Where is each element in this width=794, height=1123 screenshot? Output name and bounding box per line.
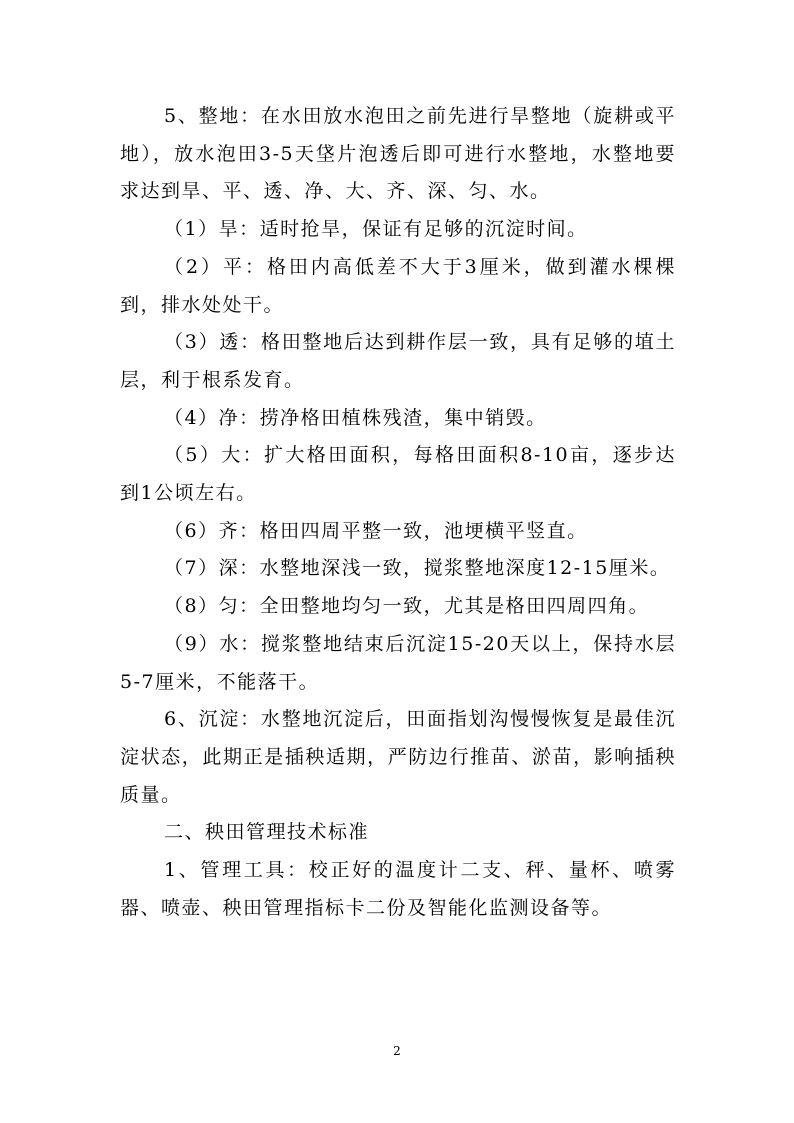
paragraph-item-3-thorough: （3）透：格田整地后达到耕作层一致，具有足够的埴土层，利于根系发育。 [120, 331, 676, 391]
page-number: 2 [393, 1044, 401, 1058]
paragraph-item-7-depth: （7）深：水整地深浅一致，搅浆整地深度12-15厘米。 [164, 557, 671, 580]
paragraph-item-9-water: （9）水：搅浆整地结束后沉淀15-20天以上，保持水层5-7厘米，不能落干。 [120, 632, 676, 693]
paragraph-settling: 6、沉淀：水整地沉淀后，田面指划沟慢慢恢复是最佳沉淀状态，此期正是插秧适期，严防边行推苗、淤苗，影响插秧质量。 [120, 708, 676, 806]
paragraph-item-6-even: （6）齐：格田四周平整一致，池埂横平竖直。 [164, 519, 588, 542]
paragraph-item-5-large: （5）大：扩大格田面积，每格田面积8-10亩，逐步达到1公顷左右。 [120, 444, 676, 505]
paragraph-item-1-dry: （1）旱：适时抢旱，保证有足够的沉淀时间。 [164, 218, 588, 241]
paragraph-management-tools: 1、管理工具：校正好的温度计二支、秤、量杯、喷雾器、喷壶、秧田管理指标卡二份及智能化监测设备等。 [120, 859, 676, 919]
paragraph-item-8-uniform: （8）匀：全田整地均匀一致，尤其是格田四周四角。 [164, 595, 650, 618]
document-body [120, 98, 676, 927]
paragraph-item-2-level: （2）平：格田内高低差不大于3厘米，做到灌水棵棵到，排水处处干。 [120, 255, 676, 316]
paragraph-land-preparation: 5、整地：在水田放水泡田之前先进行旱整地（旋耕或平地），放水泡田3-5天垡片泡透后即可进行水整地，水整地要求达到旱、平、透、净、大、齐、深、匀、水。 [120, 105, 676, 203]
paragraph-item-4-clean: （4）净：捞净格田植株残渣，集中销毁。 [164, 406, 547, 429]
section-heading-seedbed-management: 二、秧田管理技术标准 [164, 821, 370, 844]
